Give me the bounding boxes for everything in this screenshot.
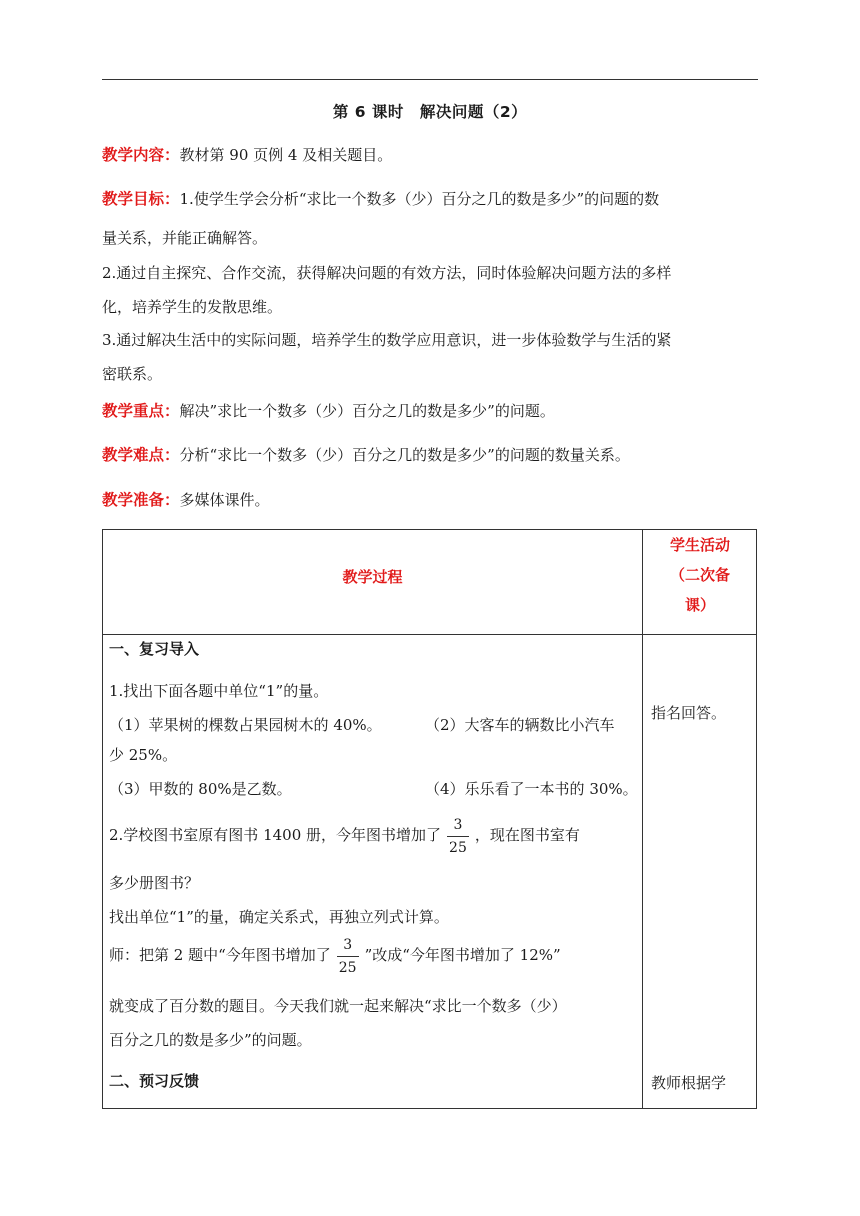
lesson-title: 第 6 课时 解决问题（2） — [332, 103, 528, 121]
q2-text-c: 多少册图书？ — [109, 874, 200, 892]
fraction-denominator: 25 — [449, 839, 467, 856]
side-note-answer: 指名回答。 — [651, 704, 727, 722]
q1-item-4: （4）乐乐看了一本书的 30%。 — [425, 780, 638, 798]
teacher-text-b: ”改成“今年图书增加了 12%” — [364, 946, 561, 964]
table-header-divider — [103, 634, 756, 635]
teaching-content-text: 教材第 90 页例 4 及相关题目。 — [179, 146, 393, 164]
fraction-bar — [447, 836, 469, 837]
section-preview-feedback: 二、预习反馈 — [109, 1072, 200, 1090]
preparation — [102, 489, 758, 511]
goal-3-line-b: 密联系。 — [102, 365, 163, 383]
q1-item-2-cont: 少 25%。 — [109, 746, 178, 764]
fraction-bar-b — [337, 956, 359, 957]
preparation-label: 教学准备： — [102, 491, 180, 509]
fraction-denominator-b: 25 — [338, 959, 357, 976]
goal-3-line-a: 3.通过解决生活中的实际问题，培养学生的数学应用意识，进一步体验数学与生活的紧 — [102, 331, 672, 349]
header-teaching-process: 教学过程 — [342, 568, 403, 586]
q2-line — [109, 812, 580, 858]
teaching-goals — [102, 188, 758, 210]
q2-text-b: ，现在图书室有 — [474, 826, 580, 844]
q1-item-1: （1）苹果树的棵数占果园树木的 40%。 — [109, 716, 382, 734]
teacher-text-a: 师：把第 2 题中“今年图书增加了 — [109, 946, 331, 964]
q1-item-3: （3）甲数的 80%是乙数。 — [109, 780, 292, 798]
side-note-teacher: 教师根据学 — [651, 1074, 727, 1092]
key-point-label: 教学重点： — [102, 402, 180, 420]
fraction-numerator: 3 — [453, 816, 463, 833]
header-student-activity — [643, 530, 757, 620]
goal-2-line-b: 化，培养学生的发散思维。 — [102, 298, 283, 316]
teaching-content — [102, 144, 758, 166]
fraction-3-25 — [447, 816, 469, 857]
goal-1-line-b: 量关系，并能正确解答。 — [102, 229, 268, 247]
preparation-text: 多媒体课件。 — [179, 491, 270, 509]
difficulty-text: 分析“求比一个数多（少）百分之几的数是多少”的问题的数量关系。 — [179, 446, 630, 464]
teacher-line — [109, 930, 561, 980]
q2-text-a: 2.学校图书室原有图书 1400 册，今年图书增加了 — [109, 826, 442, 844]
header-student-line-2: （二次备 — [669, 566, 730, 584]
teaching-goals-label: 教学目标： — [102, 190, 180, 208]
q2-instruction: 找出单位“1”的量，确定关系式，再独立列式计算。 — [109, 908, 449, 926]
header-rule — [102, 79, 758, 80]
fraction-numerator-b: 3 — [343, 936, 353, 953]
q1-item-2: （2）大客车的辆数比小汽车 — [425, 716, 615, 734]
key-point-text: 解决”求比一个数多（少）百分之几的数是多少”的问题。 — [179, 402, 555, 420]
lesson-table — [102, 529, 757, 1109]
header-student-line-1: 学生活动 — [669, 536, 730, 554]
difficulty — [102, 444, 758, 466]
teacher-text-d: 百分之几的数是多少”的问题。 — [109, 1031, 312, 1049]
section-review: 一、复习导入 — [109, 640, 200, 658]
key-point — [102, 400, 758, 422]
fraction-3-25-b — [337, 936, 359, 977]
teaching-content-label: 教学内容： — [102, 146, 180, 164]
goal-1-line-a: 1.使学生学会分析“求比一个数多（少）百分之几的数是多少”的问题的数 — [179, 190, 660, 208]
goal-2-line-a: 2.通过自主探究、合作交流，获得解决问题的有效方法，同时体验解决问题方法的多样 — [102, 264, 672, 282]
difficulty-label: 教学难点： — [102, 446, 180, 464]
teacher-text-c: 就变成了百分数的题目。今天我们就一起来解决“求比一个数多（少） — [109, 997, 567, 1015]
header-student-line-3: 课） — [684, 596, 715, 614]
q1-prompt: 1.找出下面各题中单位“1”的量。 — [109, 682, 329, 700]
